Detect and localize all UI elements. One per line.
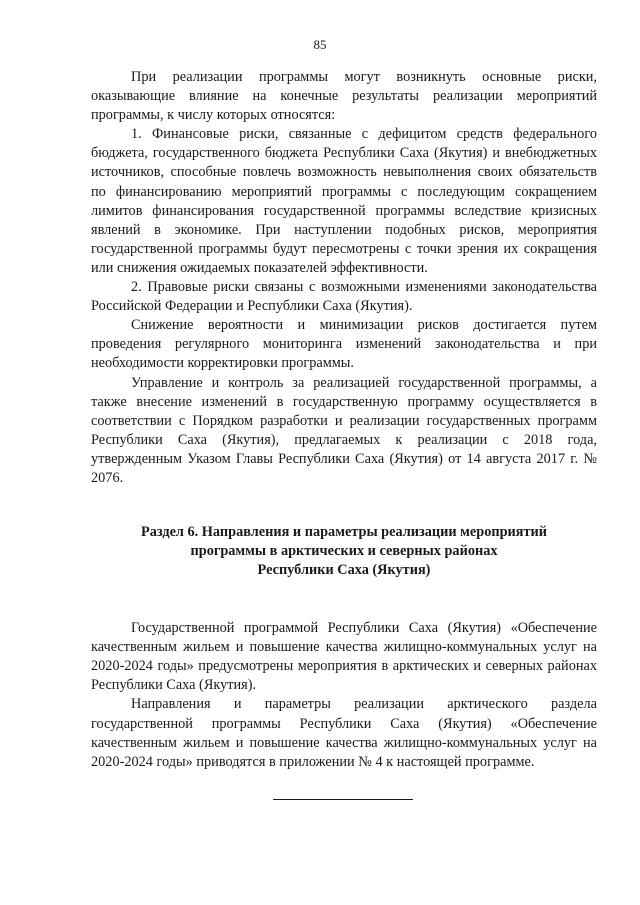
section-heading-line-1: Раздел 6. Направления и параметры реализации мероприятий (140, 524, 548, 541)
section-heading-line-2: программы в арктических и северных районах (190, 543, 498, 560)
section-heading (91, 523, 597, 580)
paragraph-risk-mitigation: Снижение вероятности и минимизации рисков достигается путем проведения регулярного мониторинга изменений законодательства и при необходимости корректировки программы. (91, 317, 597, 372)
paragraph-risks-intro: При реализации программы могут возникнуть основные риски, оказывающие влияние на конечные результаты реализации мероприятий программы, к числу которых относятся: (91, 69, 597, 124)
paragraph-arctic-measures: Государственной программой Республики Саха (Якутия) «Обеспечение качественным жильем и повышение качества жилищно-коммунальных услуг на 2020-2024 годы» предусмотрены мероприятия в арктических и северных районах Республики Саха (Якутия). (91, 620, 597, 694)
paragraph-legal-risks: 2. Правовые риски связаны с возможными изменениями законодательства Российской Федерации и Республики Саха (Якутия). (91, 279, 597, 315)
paragraph-program-management: Управление и контроль за реализацией государственной программы, а также внесение изменений в государственную программу осуществляется в соответствии с Порядком разработки и реализации государственных программ Республики Саха (Якутия), предлагаемых к реализации с 2018 года, утвержденным Указом Главы Республики Саха (Якутия) от 14 августа 2017 г. № 2076. (91, 374, 597, 486)
section-heading-line-3: Республики Саха (Якутия) (257, 562, 431, 579)
paragraph-arctic-parameters: Направления и параметры реализации арктического раздела государственной программы Республики Саха (Якутия) «Обеспечение качественным жильем и повышение качества жилищно-коммунальных услуг на 2020-2024 годы» приводятся в приложении № 4 к настоящей программе. (91, 696, 597, 770)
end-divider-line (273, 799, 413, 800)
page-number: 85 (313, 37, 327, 52)
paragraph-financial-risks: 1. Финансовые риски, связанные с дефицитом средств федерального бюджета, государственного бюджета Республики Саха (Якутия) и внебюджетных источников, способные повлечь возможность невыполнения своих обязательств по финансированию мероприятий программы с последующим сокращением лимитов финансирования государственной программы вследствие кризисных явлений в экономике. При наступлении подобных рисков, мероприятия государственной программы будут пересмотрены с точки зрения их сокращения или снижения ожидаемых показателей эффективности. (91, 126, 597, 276)
document-body (91, 68, 597, 772)
